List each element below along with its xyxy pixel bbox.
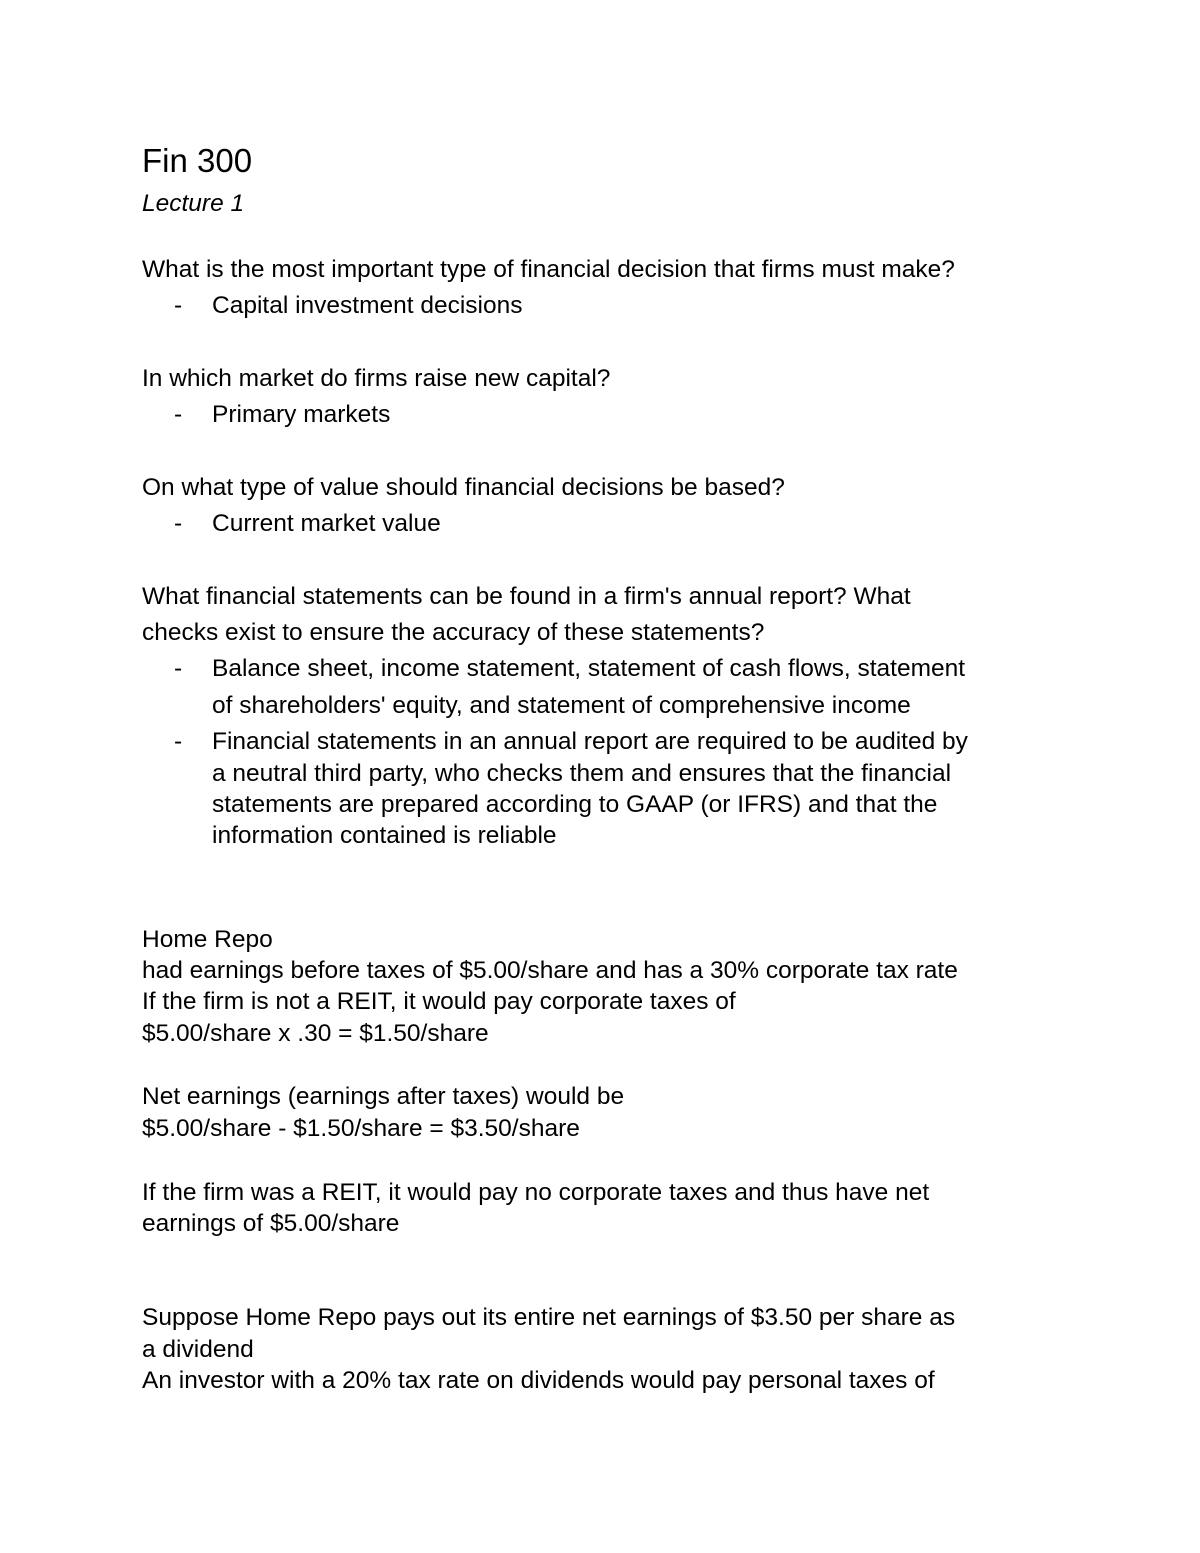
question-4-line: checks exist to ensure the accuracy of these statements?: [142, 619, 765, 646]
reit-line: earnings of $5.00/share: [142, 1210, 400, 1237]
document-title: Fin 300: [142, 142, 253, 179]
answer-4b-line: Financial statements in an annual report are required to be audited by: [212, 728, 968, 755]
bullet-dash: -: [174, 292, 183, 319]
question-1: What is the most important type of financial decision that firms must make?: [142, 256, 955, 283]
bullet-dash: -: [174, 401, 183, 428]
question-3: On what type of value should financial decisions be based?: [142, 474, 785, 501]
answer-1: Capital investment decisions: [212, 292, 523, 319]
bullet-dash: -: [174, 510, 183, 537]
document-subtitle: Lecture 1: [142, 190, 245, 217]
bullet-dash: -: [174, 655, 183, 682]
example-heading: Home Repo: [142, 926, 273, 953]
answer-3: Current market value: [212, 510, 441, 537]
question-4-line: What financial statements can be found in a firm's annual report? What: [142, 583, 911, 610]
example-line: $5.00/share x .30 = $1.50/share: [142, 1020, 489, 1047]
answer-4b-line: a neutral third party, who checks them and ensures that the financial: [212, 760, 952, 787]
dividend-line: a dividend: [142, 1336, 254, 1363]
net-earnings-line: Net earnings (earnings after taxes) would be: [142, 1083, 625, 1110]
reit-line: If the firm was a REIT, it would pay no corporate taxes and thus have net: [142, 1179, 930, 1206]
net-earnings-line: $5.00/share - $1.50/share = $3.50/share: [142, 1115, 580, 1142]
dividend-line: Suppose Home Repo pays out its entire net earnings of $3.50 per share as: [142, 1304, 956, 1331]
answer-4b-line: statements are prepared according to GAAP (or IFRS) and that the: [212, 791, 938, 818]
answer-4a-line: Balance sheet, income statement, statement of cash flows, statement: [212, 655, 966, 682]
example-line: If the firm is not a REIT, it would pay corporate taxes of: [142, 988, 736, 1015]
question-2: In which market do firms raise new capital?: [142, 365, 611, 392]
answer-4a-line: of shareholders' equity, and statement of comprehensive income: [212, 692, 911, 719]
answer-4b-line: information contained is reliable: [212, 822, 557, 849]
answer-2: Primary markets: [212, 401, 391, 428]
bullet-dash: -: [174, 728, 183, 755]
dividend-line: An investor with a 20% tax rate on dividends would pay personal taxes of: [142, 1367, 935, 1394]
example-line: had earnings before taxes of $5.00/share and has a 30% corporate tax rate: [142, 957, 958, 984]
